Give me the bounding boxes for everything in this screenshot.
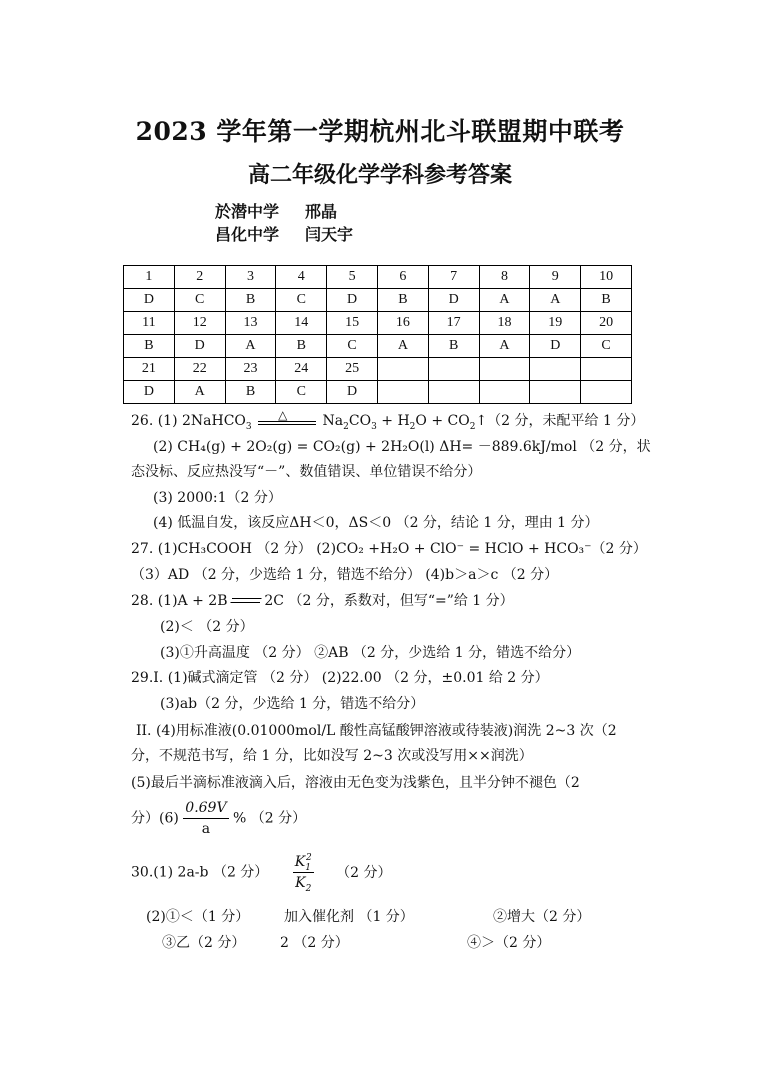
answer-cell bbox=[479, 381, 530, 404]
q30-line2b: 加入催化剂 （1 分） bbox=[284, 909, 414, 925]
q30-k-num-sub: 1 bbox=[305, 862, 311, 873]
question-number-cell: 5 bbox=[327, 266, 378, 289]
q30-line2c: ②增大（2 分） bbox=[493, 909, 591, 925]
question-number-cell: 24 bbox=[276, 358, 327, 381]
q26-part4: (4) 低温自发，该反应ΔH＜0，ΔS＜0 （2 分，结论 1 分，理由 1 分） bbox=[153, 515, 599, 531]
question-number-cell: 20 bbox=[581, 312, 632, 335]
question-number-cell bbox=[377, 358, 428, 381]
q26-p1-sub2: 2 bbox=[343, 421, 349, 432]
question-number-cell: 8 bbox=[479, 266, 530, 289]
answer-cell: A bbox=[225, 335, 276, 358]
q30-line3a: ③乙（2 分） bbox=[162, 935, 246, 951]
heat-arrow bbox=[256, 408, 318, 428]
q29-p6-note: % （2 分） bbox=[233, 810, 307, 827]
q28-products-note: 2C （2 分，系数对，但写“=”给 1 分） bbox=[264, 593, 514, 609]
answer-cell: C bbox=[276, 381, 327, 404]
q29-frac-num: 0.69V bbox=[183, 798, 228, 819]
q29-line4: 分，不规范书写，给 1 分，比如没写 2~3 次或没写用××润洗） bbox=[131, 748, 533, 764]
question-number-cell: 12 bbox=[174, 312, 225, 335]
q26-part2-line2: 态没标、反应热没写“－”、数值错误、单位错误不给分） bbox=[131, 464, 482, 480]
question-number-cell: 15 bbox=[327, 312, 378, 335]
q29-line6 bbox=[131, 798, 306, 839]
answer-cell: B bbox=[225, 289, 276, 312]
question-number-cell: 3 bbox=[225, 266, 276, 289]
q30-k-fraction bbox=[293, 852, 314, 893]
q30-k-den-sub: 2 bbox=[305, 883, 312, 894]
answer-cell: B bbox=[581, 289, 632, 312]
delta-symbol: △ bbox=[278, 408, 288, 422]
question-number-cell: 13 bbox=[225, 312, 276, 335]
q30-k-den-letter: K bbox=[295, 875, 306, 891]
answer-row bbox=[124, 289, 632, 312]
answer-cell: C bbox=[276, 289, 327, 312]
answer-row bbox=[124, 381, 632, 404]
question-number-cell bbox=[479, 358, 530, 381]
q27-line1: 27. (1)CH₃COOH （2 分） (2)CO₂ +H₂O + ClO⁻ = HClO + HCO₃⁻（2 分） bbox=[131, 541, 647, 557]
q29-line2: (3)ab（2 分，少选给 1 分，错选不给分） bbox=[160, 696, 425, 712]
question-number-row bbox=[124, 266, 632, 289]
q29-line1: 29.I. (1)碱式滴定管 （2 分） (2)22.00 （2 分，±0.01 给 2 分） bbox=[131, 670, 549, 686]
question-number-cell: 6 bbox=[377, 266, 428, 289]
answer-cell: C bbox=[327, 335, 378, 358]
question-number-cell: 19 bbox=[530, 312, 581, 335]
q26-p1-co: CO bbox=[348, 413, 372, 429]
answer-cell: C bbox=[581, 335, 632, 358]
question-number-cell: 18 bbox=[479, 312, 530, 335]
answer-row bbox=[124, 335, 632, 358]
answer-cell: B bbox=[225, 381, 276, 404]
q30-k-num-letter: K bbox=[294, 854, 306, 870]
question-number-cell: 10 bbox=[581, 266, 632, 289]
q30-k-den bbox=[293, 873, 314, 893]
answer-cell bbox=[377, 381, 428, 404]
answer-cell: A bbox=[479, 289, 530, 312]
author-1-name: 邢晶 bbox=[305, 202, 338, 221]
q29-fraction bbox=[183, 798, 228, 839]
answer-cell: D bbox=[530, 335, 581, 358]
question-number-cell: 4 bbox=[276, 266, 327, 289]
answer-table bbox=[123, 265, 632, 404]
q26-p1-reactant: 26. (1) 2NaHCO bbox=[131, 413, 246, 429]
question-number-cell: 1 bbox=[124, 266, 175, 289]
author-2 bbox=[215, 222, 353, 245]
answer-cell: B bbox=[276, 335, 327, 358]
q26-part2-line1: (2) CH₄(g) + 2O₂(g) = CO₂(g) + 2H₂O(l) ΔH= －889.6kJ/mol （2 分，状 bbox=[153, 439, 651, 455]
answer-cell: D bbox=[124, 289, 175, 312]
q30-line3c: ④＞（2 分） bbox=[467, 935, 551, 951]
equilibrium-arrow-icon bbox=[232, 595, 260, 607]
answer-cell: B bbox=[428, 335, 479, 358]
answer-cell: C bbox=[174, 289, 225, 312]
question-number-cell: 22 bbox=[174, 358, 225, 381]
answer-cell: D bbox=[124, 381, 175, 404]
question-number-cell: 17 bbox=[428, 312, 479, 335]
question-number-cell: 7 bbox=[428, 266, 479, 289]
question-number-cell: 25 bbox=[327, 358, 378, 381]
question-number-cell bbox=[581, 358, 632, 381]
q28-reactants: 28. (1)A + 2B bbox=[131, 593, 228, 609]
page-subtitle: 高二年级化学学科参考答案 bbox=[247, 162, 512, 188]
answer-cell bbox=[530, 381, 581, 404]
answer-cell bbox=[581, 381, 632, 404]
answer-cell bbox=[428, 381, 479, 404]
question-number-cell: 21 bbox=[124, 358, 175, 381]
q26-p1-h: + H bbox=[376, 413, 410, 429]
q30-line3b: 2 （2 分） bbox=[280, 935, 349, 951]
q26-p1-na: Na bbox=[322, 413, 344, 429]
q30-k-num bbox=[293, 852, 314, 873]
q30-line1 bbox=[131, 852, 392, 893]
answer-cell: A bbox=[377, 335, 428, 358]
answer-cell: A bbox=[530, 289, 581, 312]
q29-line3: II. (4)用标准液(0.01000mol/L 酸性高锰酸钾溶液或待装液)润洗 2~3 次（2 bbox=[136, 723, 617, 739]
question-number-cell: 11 bbox=[124, 312, 175, 335]
q30-k-num-sup: 2 bbox=[305, 853, 312, 864]
question-number-cell bbox=[428, 358, 479, 381]
q26-p1-sub5: 2 bbox=[469, 421, 476, 432]
q28-line2: (2)＜ （2 分） bbox=[160, 619, 254, 635]
answer-cell: D bbox=[327, 381, 378, 404]
question-number-cell: 2 bbox=[174, 266, 225, 289]
question-number-cell: 23 bbox=[225, 358, 276, 381]
question-number-cell: 14 bbox=[276, 312, 327, 335]
answer-cell: A bbox=[479, 335, 530, 358]
question-number-cell: 9 bbox=[530, 266, 581, 289]
answer-cell: D bbox=[327, 289, 378, 312]
author-2-name: 闫天宇 bbox=[305, 225, 354, 244]
q28-line3: (3)①升高温度 （2 分） ②AB （2 分，少选给 1 分，错选不给分） bbox=[160, 645, 581, 661]
question-number-cell bbox=[530, 358, 581, 381]
question-number-row bbox=[124, 358, 632, 381]
author-1 bbox=[215, 199, 337, 222]
answer-cell: B bbox=[124, 335, 175, 358]
q29-line5: (5)最后半滴标准液滴入后，溶液由无色变为浅紫色，且半分钟不褪色（2 bbox=[131, 775, 580, 791]
q26-p1-oco: O + CO bbox=[415, 413, 470, 429]
q30-p1-answer: 30.(1) 2a-b （2 分） bbox=[131, 864, 269, 881]
answer-cell: B bbox=[377, 289, 428, 312]
answer-cell: D bbox=[428, 289, 479, 312]
author-2-school: 昌化中学 bbox=[215, 225, 280, 244]
q27-line2: （3）AD （2 分，少选给 1 分，错选不给分） (4)b＞a＞c （2 分） bbox=[131, 567, 559, 583]
q30-p1-score: （2 分） bbox=[336, 864, 392, 881]
q26-p1-note: ↑（2 分，未配平给 1 分） bbox=[475, 413, 645, 429]
q29-frac-den: a bbox=[201, 821, 211, 837]
answer-cell: A bbox=[174, 381, 225, 404]
page-title: 2023 学年第一学期杭州北斗联盟期中联考 bbox=[135, 117, 625, 146]
question-number-row bbox=[124, 312, 632, 335]
answer-cell: D bbox=[174, 335, 225, 358]
q29-p6-label: 分）(6) bbox=[131, 810, 179, 827]
q26-part3: (3) 2000:1（2 分） bbox=[153, 490, 282, 506]
q26-p1-sub3b: 3 bbox=[371, 421, 377, 432]
q26-p1-sub4: 2 bbox=[409, 421, 416, 432]
author-1-school: 於潜中学 bbox=[215, 202, 280, 221]
q30-line2a: (2)①＜（1 分） bbox=[146, 909, 250, 925]
q28-line1 bbox=[131, 591, 514, 611]
q26-p1-sub: 3 bbox=[245, 421, 252, 432]
question-number-cell: 16 bbox=[377, 312, 428, 335]
q26-part1 bbox=[131, 408, 645, 432]
